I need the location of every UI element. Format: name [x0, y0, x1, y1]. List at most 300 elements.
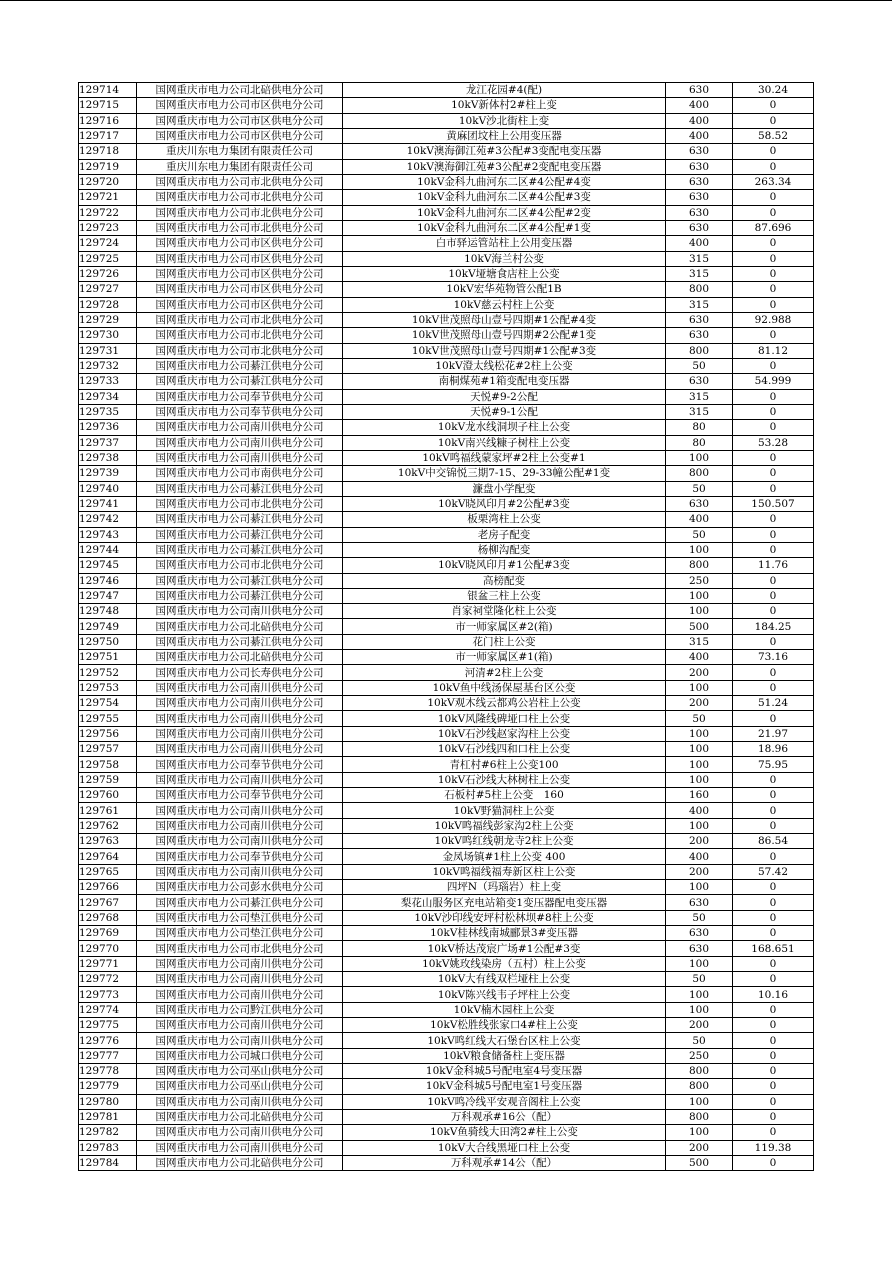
- cell-id: 129772: [79, 972, 137, 987]
- cell-value: 263.34: [733, 174, 814, 189]
- cell-company: 国网重庆市电力公司南川供电分公司: [137, 956, 343, 971]
- cell-capacity: 200: [666, 665, 733, 680]
- cell-company: 国网重庆市电力公司南川供电分公司: [137, 435, 343, 450]
- cell-value: 0: [733, 588, 814, 603]
- cell-value: 0: [733, 880, 814, 895]
- cell-transformer-name: 10kV鱼骑线大田湾2#柱上公变: [343, 1125, 666, 1140]
- cell-id: 129727: [79, 282, 137, 297]
- cell-value: 0: [733, 1125, 814, 1140]
- cell-transformer-name: 河清#2柱上公变: [343, 665, 666, 680]
- table-row: [79, 159, 814, 174]
- table-row: [79, 435, 814, 450]
- cell-id: 129735: [79, 404, 137, 419]
- cell-company: 国网重庆市电力公司市区供电分公司: [137, 128, 343, 143]
- table-row: [79, 757, 814, 772]
- cell-value: 0: [733, 251, 814, 266]
- cell-capacity: 200: [666, 1140, 733, 1155]
- cell-capacity: 50: [666, 481, 733, 496]
- table-row: [79, 297, 814, 312]
- cell-id: 129776: [79, 1033, 137, 1048]
- cell-id: 129733: [79, 374, 137, 389]
- cell-id: 129752: [79, 665, 137, 680]
- cell-id: 129782: [79, 1125, 137, 1140]
- cell-id: 129730: [79, 328, 137, 343]
- cell-id: 129777: [79, 1048, 137, 1063]
- cell-id: 129770: [79, 941, 137, 956]
- cell-id: 129758: [79, 757, 137, 772]
- cell-id: 129779: [79, 1079, 137, 1094]
- table-row: [79, 328, 814, 343]
- cell-capacity: 200: [666, 696, 733, 711]
- cell-company: 国网重庆市电力公司南川供电分公司: [137, 450, 343, 465]
- cell-id: 129761: [79, 803, 137, 818]
- cell-value: 87.696: [733, 220, 814, 235]
- cell-value: 0: [733, 282, 814, 297]
- cell-capacity: 630: [666, 205, 733, 220]
- cell-company: 国网重庆市电力公司綦江供电分公司: [137, 542, 343, 557]
- cell-capacity: 50: [666, 910, 733, 925]
- cell-capacity: 100: [666, 1094, 733, 1109]
- cell-capacity: 400: [666, 236, 733, 251]
- cell-value: 0: [733, 190, 814, 205]
- cell-id: 129715: [79, 98, 137, 113]
- cell-transformer-name: 10kV南兴线糠子树柱上公变: [343, 435, 666, 450]
- cell-value: 57.42: [733, 864, 814, 879]
- table-row: [79, 1094, 814, 1109]
- cell-transformer-name: 10kV桥达茂宸广场#1公配#3变: [343, 941, 666, 956]
- table-row: [79, 83, 814, 98]
- cell-id: 129774: [79, 1002, 137, 1017]
- table-row: [79, 343, 814, 358]
- cell-transformer-name: 10kV石沙线赵家沟柱上公变: [343, 726, 666, 741]
- table-row: [79, 496, 814, 511]
- cell-transformer-name: 10kV晓风印月#2公配#3变: [343, 496, 666, 511]
- table-row: [79, 772, 814, 787]
- cell-value: 0: [733, 159, 814, 174]
- cell-company: 国网重庆市电力公司南川供电分公司: [137, 864, 343, 879]
- cell-value: 0: [733, 527, 814, 542]
- cell-transformer-name: 10kV澄太线松花#2柱上公变: [343, 358, 666, 373]
- cell-transformer-name: 10kV粮食储备柱上变压器: [343, 1048, 666, 1063]
- table-row: [79, 266, 814, 281]
- cell-id: 129780: [79, 1094, 137, 1109]
- cell-value: 0: [733, 358, 814, 373]
- cell-value: 11.76: [733, 558, 814, 573]
- cell-value: 0: [733, 328, 814, 343]
- cell-transformer-name: 四坪N（玛瑙岩）柱上变: [343, 880, 666, 895]
- cell-capacity: 630: [666, 190, 733, 205]
- table-row: [79, 987, 814, 1002]
- cell-transformer-name: 高榜配变: [343, 573, 666, 588]
- cell-transformer-name: 万科观承#14公（配）: [343, 1155, 666, 1170]
- cell-value: 0: [733, 466, 814, 481]
- cell-value: 0: [733, 772, 814, 787]
- cell-capacity: 160: [666, 788, 733, 803]
- cell-capacity: 800: [666, 282, 733, 297]
- cell-capacity: 400: [666, 849, 733, 864]
- cell-transformer-name: 10kV中交锦悦三期7-15、29-33幢公配#1变: [343, 466, 666, 481]
- cell-value: 0: [733, 680, 814, 695]
- cell-transformer-name: 石板村#5柱上公变 160: [343, 788, 666, 803]
- cell-transformer-name: 10kV澳海御江苑#3公配#2变配电变压器: [343, 159, 666, 174]
- cell-capacity: 800: [666, 1109, 733, 1124]
- cell-id: 129759: [79, 772, 137, 787]
- cell-capacity: 400: [666, 803, 733, 818]
- cell-transformer-name: 10kV陈兴线韦子坪柱上公变: [343, 987, 666, 1002]
- cell-id: 129773: [79, 987, 137, 1002]
- cell-id: 129736: [79, 420, 137, 435]
- cell-id: 129739: [79, 466, 137, 481]
- table-row: [79, 1140, 814, 1155]
- table-row: [79, 726, 814, 741]
- cell-transformer-name: 10kV新体村2#柱上变: [343, 98, 666, 113]
- cell-transformer-name: 天悦#9-1公配: [343, 404, 666, 419]
- cell-company: 国网重庆市电力公司市北供电分公司: [137, 174, 343, 189]
- table-row: [79, 466, 814, 481]
- cell-id: 129742: [79, 512, 137, 527]
- cell-company: 国网重庆市电力公司垫江供电分公司: [137, 910, 343, 925]
- cell-value: 92.988: [733, 312, 814, 327]
- cell-transformer-name: 10kV鸣红线朝龙寺2柱上公变: [343, 834, 666, 849]
- cell-company: 国网重庆市电力公司綦江供电分公司: [137, 527, 343, 542]
- cell-company: 国网重庆市电力公司南川供电分公司: [137, 987, 343, 1002]
- cell-capacity: 200: [666, 834, 733, 849]
- cell-capacity: 500: [666, 1155, 733, 1170]
- cell-id: 129749: [79, 619, 137, 634]
- page-top-rule: [0, 0, 892, 1]
- cell-id: 129721: [79, 190, 137, 205]
- table-row: [79, 742, 814, 757]
- cell-transformer-name: 10kV鸣福线彭家沟2柱上公变: [343, 818, 666, 833]
- cell-capacity: 800: [666, 466, 733, 481]
- table-row: [79, 956, 814, 971]
- table-row: [79, 1002, 814, 1017]
- cell-transformer-name: 10kV桂林线南城郦景3#变压器: [343, 926, 666, 941]
- cell-id: 129751: [79, 650, 137, 665]
- cell-transformer-name: 10kV大有线双栏垭柱上公变: [343, 972, 666, 987]
- cell-company: 国网重庆市电力公司城口供电分公司: [137, 1048, 343, 1063]
- cell-transformer-name: 10kV金科城5号配电室1号变压器: [343, 1079, 666, 1094]
- table-row: [79, 1125, 814, 1140]
- table-row: [79, 174, 814, 189]
- cell-transformer-name: 10kV金科九曲河东二区#4公配#2变: [343, 205, 666, 220]
- cell-id: 129784: [79, 1155, 137, 1170]
- cell-capacity: 315: [666, 634, 733, 649]
- cell-id: 129748: [79, 604, 137, 619]
- cell-capacity: 630: [666, 83, 733, 98]
- cell-value: 0: [733, 910, 814, 925]
- cell-company: 国网重庆市电力公司綦江供电分公司: [137, 573, 343, 588]
- cell-capacity: 200: [666, 864, 733, 879]
- cell-transformer-name: 10kV澳海御江苑#3公配#3变配电变压器: [343, 144, 666, 159]
- cell-capacity: 100: [666, 742, 733, 757]
- table-row: [79, 512, 814, 527]
- cell-company: 国网重庆市电力公司市北供电分公司: [137, 343, 343, 358]
- cell-company: 国网重庆市电力公司南川供电分公司: [137, 834, 343, 849]
- cell-transformer-name: 金凤场镇#1柱上公变 400: [343, 849, 666, 864]
- cell-value: 30.24: [733, 83, 814, 98]
- table-row: [79, 926, 814, 941]
- table-row: [79, 1048, 814, 1063]
- cell-id: 129717: [79, 128, 137, 143]
- cell-transformer-name: 龙江花园#4(配): [343, 83, 666, 98]
- cell-transformer-name: 10kV龙水线洞坝子柱上公变: [343, 420, 666, 435]
- cell-value: 0: [733, 926, 814, 941]
- cell-company: 国网重庆市电力公司南川供电分公司: [137, 1094, 343, 1109]
- cell-company: 国网重庆市电力公司綦江供电分公司: [137, 634, 343, 649]
- cell-company: 国网重庆市电力公司市北供电分公司: [137, 558, 343, 573]
- cell-company: 国网重庆市电力公司市南供电分公司: [137, 466, 343, 481]
- cell-company: 国网重庆市电力公司綦江供电分公司: [137, 358, 343, 373]
- table-row: [79, 573, 814, 588]
- cell-transformer-name: 10kV鸣红线大石堡台区柱上公变: [343, 1033, 666, 1048]
- cell-company: 国网重庆市电力公司奉节供电分公司: [137, 757, 343, 772]
- cell-id: 129778: [79, 1064, 137, 1079]
- cell-capacity: 500: [666, 619, 733, 634]
- table-row: [79, 144, 814, 159]
- cell-value: 0: [733, 113, 814, 128]
- cell-capacity: 630: [666, 926, 733, 941]
- cell-company: 国网重庆市电力公司市北供电分公司: [137, 328, 343, 343]
- cell-id: 129766: [79, 880, 137, 895]
- cell-capacity: 630: [666, 144, 733, 159]
- table-row: [79, 818, 814, 833]
- table-row: [79, 849, 814, 864]
- cell-value: 0: [733, 604, 814, 619]
- cell-company: 重庆川东电力集团有限责任公司: [137, 144, 343, 159]
- cell-capacity: 80: [666, 420, 733, 435]
- table-row: [79, 711, 814, 726]
- cell-company: 国网重庆市电力公司市北供电分公司: [137, 190, 343, 205]
- cell-id: 129743: [79, 527, 137, 542]
- cell-id: 129741: [79, 496, 137, 511]
- cell-capacity: 315: [666, 389, 733, 404]
- cell-transformer-name: 10kV宏华苑物管公配1B: [343, 282, 666, 297]
- cell-capacity: 315: [666, 404, 733, 419]
- table-row: [79, 880, 814, 895]
- cell-capacity: 100: [666, 450, 733, 465]
- cell-id: 129740: [79, 481, 137, 496]
- cell-capacity: 630: [666, 328, 733, 343]
- cell-id: 129723: [79, 220, 137, 235]
- table-row: [79, 680, 814, 695]
- cell-capacity: 630: [666, 174, 733, 189]
- cell-value: 0: [733, 1033, 814, 1048]
- table-row: [79, 1109, 814, 1124]
- cell-value: 0: [733, 1079, 814, 1094]
- cell-value: 0: [733, 818, 814, 833]
- cell-transformer-name: 10kV沙印线安坪村松林坝#8柱上公变: [343, 910, 666, 925]
- table-row: [79, 588, 814, 603]
- cell-company: 国网重庆市电力公司市区供电分公司: [137, 266, 343, 281]
- cell-value: 0: [733, 420, 814, 435]
- cell-capacity: 100: [666, 588, 733, 603]
- cell-capacity: 50: [666, 358, 733, 373]
- cell-company: 国网重庆市电力公司市区供电分公司: [137, 113, 343, 128]
- table-row: [79, 558, 814, 573]
- table-row: [79, 190, 814, 205]
- cell-capacity: 50: [666, 972, 733, 987]
- cell-company: 国网重庆市电力公司北碚供电分公司: [137, 619, 343, 634]
- cell-company: 国网重庆市电力公司南川供电分公司: [137, 1140, 343, 1155]
- cell-company: 国网重庆市电力公司綦江供电分公司: [137, 895, 343, 910]
- cell-value: 0: [733, 1094, 814, 1109]
- cell-id: 129760: [79, 788, 137, 803]
- cell-capacity: 630: [666, 220, 733, 235]
- cell-id: 129771: [79, 956, 137, 971]
- cell-transformer-name: 花门柱上公变: [343, 634, 666, 649]
- table-row: [79, 1033, 814, 1048]
- cell-transformer-name: 市一师家属区#1(箱): [343, 650, 666, 665]
- cell-capacity: 100: [666, 680, 733, 695]
- cell-company: 国网重庆市电力公司巫山供电分公司: [137, 1079, 343, 1094]
- cell-transformer-name: 10kV金科九曲河东二区#4公配#3变: [343, 190, 666, 205]
- cell-company: 国网重庆市电力公司长寿供电分公司: [137, 665, 343, 680]
- cell-capacity: 630: [666, 941, 733, 956]
- cell-capacity: 315: [666, 251, 733, 266]
- cell-capacity: 100: [666, 757, 733, 772]
- cell-value: 0: [733, 895, 814, 910]
- table-row: [79, 941, 814, 956]
- cell-value: 18.96: [733, 742, 814, 757]
- cell-company: 国网重庆市电力公司市北供电分公司: [137, 220, 343, 235]
- cell-transformer-name: 10kV世茂照母山壹号四期#1公配#3变: [343, 343, 666, 358]
- cell-company: 国网重庆市电力公司南川供电分公司: [137, 696, 343, 711]
- cell-company: 国网重庆市电力公司奉节供电分公司: [137, 389, 343, 404]
- cell-value: 0: [733, 542, 814, 557]
- cell-id: 129769: [79, 926, 137, 941]
- cell-company: 国网重庆市电力公司南川供电分公司: [137, 1018, 343, 1033]
- cell-company: 国网重庆市电力公司南川供电分公司: [137, 604, 343, 619]
- cell-company: 国网重庆市电力公司綦江供电分公司: [137, 512, 343, 527]
- cell-value: 53.28: [733, 435, 814, 450]
- cell-company: 国网重庆市电力公司南川供电分公司: [137, 1033, 343, 1048]
- cell-transformer-name: 市一师家属区#2(箱): [343, 619, 666, 634]
- table-row: [79, 972, 814, 987]
- cell-capacity: 800: [666, 1079, 733, 1094]
- cell-id: 129754: [79, 696, 137, 711]
- table-row: [79, 665, 814, 680]
- cell-value: 75.95: [733, 757, 814, 772]
- cell-transformer-name: 梨花山服务区充电站箱变1变压器配电变压器: [343, 895, 666, 910]
- cell-value: 150.507: [733, 496, 814, 511]
- cell-capacity: 630: [666, 895, 733, 910]
- table-row: [79, 619, 814, 634]
- cell-capacity: 400: [666, 650, 733, 665]
- table-row: [79, 1018, 814, 1033]
- table-row: [79, 251, 814, 266]
- cell-capacity: 50: [666, 527, 733, 542]
- cell-capacity: 100: [666, 726, 733, 741]
- cell-company: 国网重庆市电力公司巫山供电分公司: [137, 1064, 343, 1079]
- cell-company: 国网重庆市电力公司南川供电分公司: [137, 680, 343, 695]
- cell-transformer-name: 杨柳沟配变: [343, 542, 666, 557]
- table-row: [79, 527, 814, 542]
- cell-company: 国网重庆市电力公司南川供电分公司: [137, 772, 343, 787]
- cell-company: 国网重庆市电力公司北碚供电分公司: [137, 83, 343, 98]
- table-row: [79, 128, 814, 143]
- cell-id: 129746: [79, 573, 137, 588]
- table-row: [79, 389, 814, 404]
- cell-id: 129732: [79, 358, 137, 373]
- cell-transformer-name: 10kV沙北街柱上变: [343, 113, 666, 128]
- cell-capacity: 100: [666, 1125, 733, 1140]
- cell-capacity: 100: [666, 987, 733, 1002]
- cell-transformer-name: 万科观承#16公（配）: [343, 1109, 666, 1124]
- cell-capacity: 100: [666, 542, 733, 557]
- table-row: [79, 788, 814, 803]
- table-row: [79, 220, 814, 235]
- table-row: [79, 358, 814, 373]
- cell-id: 129726: [79, 266, 137, 281]
- cell-id: 129725: [79, 251, 137, 266]
- cell-capacity: 315: [666, 266, 733, 281]
- cell-value: 0: [733, 236, 814, 251]
- cell-company: 国网重庆市电力公司市区供电分公司: [137, 297, 343, 312]
- cell-capacity: 100: [666, 604, 733, 619]
- table-row: [79, 696, 814, 711]
- cell-capacity: 100: [666, 1002, 733, 1017]
- cell-value: 0: [733, 711, 814, 726]
- cell-transformer-name: 10kV观木线云都鸡公岩柱上公变: [343, 696, 666, 711]
- cell-value: 0: [733, 1064, 814, 1079]
- cell-id: 129720: [79, 174, 137, 189]
- cell-capacity: 800: [666, 558, 733, 573]
- cell-transformer-name: 10kV世茂照母山壹号四期#1公配#4变: [343, 312, 666, 327]
- cell-capacity: 400: [666, 512, 733, 527]
- cell-id: 129744: [79, 542, 137, 557]
- cell-company: 国网重庆市电力公司市北供电分公司: [137, 312, 343, 327]
- cell-id: 129757: [79, 742, 137, 757]
- cell-transformer-name: 青杠村#6柱上公变100: [343, 757, 666, 772]
- cell-value: 0: [733, 144, 814, 159]
- cell-id: 129722: [79, 205, 137, 220]
- cell-value: 0: [733, 1018, 814, 1033]
- cell-value: 0: [733, 297, 814, 312]
- table-row: [79, 282, 814, 297]
- cell-transformer-name: 10kV姚玫线染房（五村）柱上公变: [343, 956, 666, 971]
- cell-id: 129729: [79, 312, 137, 327]
- table-row: [79, 542, 814, 557]
- cell-company: 国网重庆市电力公司市北供电分公司: [137, 941, 343, 956]
- cell-transformer-name: 天悦#9-2公配: [343, 389, 666, 404]
- cell-value: 0: [733, 1048, 814, 1063]
- cell-capacity: 100: [666, 880, 733, 895]
- cell-capacity: 400: [666, 113, 733, 128]
- cell-company: 国网重庆市电力公司南川供电分公司: [137, 742, 343, 757]
- cell-transformer-name: 南桐煤苑#1箱变配电变压器: [343, 374, 666, 389]
- table-row: [79, 205, 814, 220]
- cell-id: 129767: [79, 895, 137, 910]
- table-row: [79, 1064, 814, 1079]
- cell-company: 国网重庆市电力公司彭水供电分公司: [137, 880, 343, 895]
- table-row: [79, 604, 814, 619]
- cell-value: 0: [733, 803, 814, 818]
- cell-value: 54.999: [733, 374, 814, 389]
- cell-capacity: 100: [666, 956, 733, 971]
- cell-value: 86.54: [733, 834, 814, 849]
- cell-transformer-name: 10kV风隆线碑垭口柱上公变: [343, 711, 666, 726]
- cell-transformer-name: 10kV鸣冷线平安观音阁柱上公变: [343, 1094, 666, 1109]
- cell-id: 129781: [79, 1109, 137, 1124]
- cell-value: 21.97: [733, 726, 814, 741]
- cell-transformer-name: 板栗湾柱上公变: [343, 512, 666, 527]
- cell-capacity: 250: [666, 1048, 733, 1063]
- cell-id: 129714: [79, 83, 137, 98]
- table-row: [79, 803, 814, 818]
- cell-transformer-name: 10kV世茂照母山壹号四期#2公配#1变: [343, 328, 666, 343]
- cell-company: 国网重庆市电力公司北碚供电分公司: [137, 1155, 343, 1170]
